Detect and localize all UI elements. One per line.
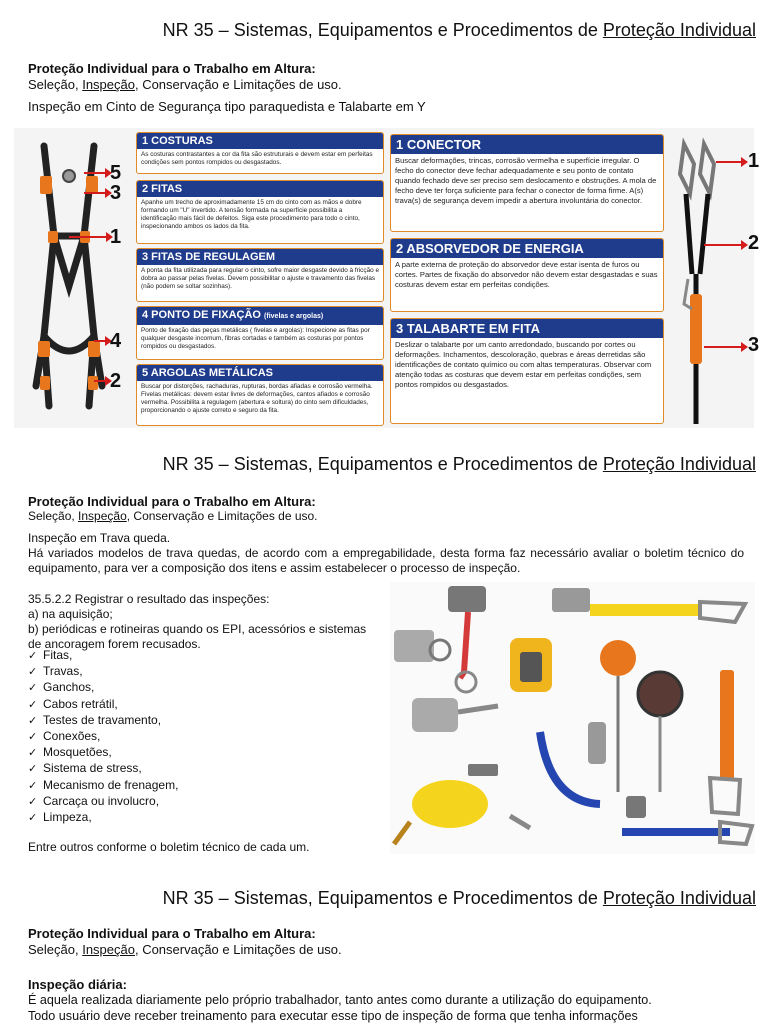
daily-inspection-line: Todo usuário deve receber treinamento para executar esse tipo de inspeção de forma que tenha informações bbox=[28, 1009, 638, 1023]
card-text: Apanhe um trecho de aproximadamente 15 cm do cinto com as mãos e dobre formando um "U" invertido. A tensão formada na superfície possibilita a identificação mais fácil de defeitos. Siga este procedimento para todo o cinto, inspecionando ambos os lados da fita. bbox=[141, 199, 362, 230]
card-text: Buscar deformações, trincas, corrosão vermelha e superfície irregular. O fecho do conector deve fechar adequadamente e seu ponto de contato quando fechado deve ser preciso sem deslocamento e obstruções. A mola de fecho deve ter força suficiente para fechar o conector de forma firme. A(s) trava(s) de segurança devem impedir a abertura involuntária do conector. bbox=[395, 156, 657, 205]
harness-number-4: 4 bbox=[110, 330, 122, 352]
section-subheading: Proteção Individual para o Trabalho em Altura: bbox=[28, 926, 316, 941]
checklist-item: ✓ Fitas, bbox=[28, 648, 178, 664]
section-subheading: Proteção Individual para o Trabalho em Altura: bbox=[28, 494, 316, 509]
section-subheading: Proteção Individual para o Trabalho em Altura: bbox=[28, 61, 316, 76]
lanyard-number-3: 3 bbox=[748, 334, 760, 356]
selection-line: Seleção, Inspeção, Conservação e Limitações de uso. bbox=[28, 77, 342, 92]
page-title: NR 35 – Sistemas, Equipamentos e Procedimentos de Proteção Individual bbox=[162, 454, 756, 474]
card-title: 3 TALABARTE EM FITA bbox=[391, 319, 663, 338]
harness-intro: Inspeção em Cinto de Segurança tipo paraquedista e Talabarte em Y bbox=[28, 99, 426, 114]
checklist-item: ✓ Travas, bbox=[28, 664, 178, 680]
trava-queda-intro: Inspeção em Trava queda. bbox=[28, 531, 171, 545]
harness-number-3: 3 bbox=[110, 182, 122, 204]
daily-inspection-line: É aquela realizada diariamente pelo próprio trabalhador, tanto antes como durante a utilização do equipamento. bbox=[28, 993, 652, 1007]
checklist-item: ✓ Mecanismo de frenagem, bbox=[28, 778, 178, 794]
harness-infographic bbox=[14, 128, 760, 428]
lanyard-number-2: 2 bbox=[748, 232, 760, 254]
checklist-item: ✓ Ganchos, bbox=[28, 680, 178, 696]
card-text: A ponta da fita utilizada para regular o cinto, sofre maior desgaste devido à fricção e dobra ao passar pelas fivelas. Devem possibilitar o ajuste e travamento das fivelas (não podem se soltar sozinhas). bbox=[141, 267, 380, 290]
card-fitas bbox=[136, 180, 384, 244]
card-text: A parte externa de proteção do absorvedor deve estar isenta de furos ou cortes. Partes de fixação do absorvedor não devem estar desgastadas e suas costuras devem estar em perfeitas condições. bbox=[395, 260, 658, 289]
check-icon: ✓ bbox=[28, 650, 38, 662]
card-text: Buscar por distorções, rachaduras, rupturas, bordas afiadas e corrosão vermelha. Fivelas metálicas: devem estar livres de deformações, cantos afiados e corrosão vermelha. Possibilita a regulagem (abertura e soltura) do cinto sem dificuldades, proporcionando o ajuste correto e seguro da fita. bbox=[141, 383, 373, 414]
selection-line: Seleção, Inspeção, Conservação e Limitações de uso. bbox=[28, 942, 342, 957]
card-title: 2 ABSORVEDOR DE ENERGIA bbox=[391, 239, 663, 258]
card-text: Ponto de fixação das peças metálicas ( fivelas e argolas): Inspecione as fitas por qualquer desgaste incomum, fibras cortadas e também as costuras por pontos rompidos ou desgastados. bbox=[141, 327, 370, 350]
check-icon: ✓ bbox=[28, 698, 38, 711]
checklist-item: ✓ Cabos retrátil, bbox=[28, 697, 178, 713]
card-title: 3 FITAS DE REGULAGEM bbox=[137, 249, 383, 265]
card-fitas-regulagem bbox=[136, 248, 384, 302]
equipment-illustration bbox=[390, 582, 755, 854]
harness-arrow-3 bbox=[84, 192, 106, 194]
harness-number-5: 5 bbox=[110, 162, 122, 184]
card-title: 4 PONTO DE FIXAÇÃO (fivelas e argolas) bbox=[137, 307, 383, 325]
checklist-item: ✓ Testes de travamento, bbox=[28, 713, 178, 729]
reg-line: a) na aquisição; bbox=[28, 607, 113, 621]
card-title: 1 COSTURAS bbox=[137, 133, 383, 149]
check-icon: ✓ bbox=[28, 812, 38, 825]
check-icon: ✓ bbox=[28, 763, 38, 776]
check-icon: ✓ bbox=[28, 714, 38, 727]
harness-number-1: 1 bbox=[110, 226, 122, 248]
lanyard-number-1: 1 bbox=[748, 150, 760, 172]
card-argolas bbox=[136, 364, 384, 426]
checklist-item: ✓ Sistema de stress, bbox=[28, 761, 178, 777]
lanyard-arrow-1 bbox=[716, 161, 742, 163]
card-ponto-fixacao bbox=[136, 306, 384, 360]
reg-line: b) periódicas e rotineiras quando os EPI, acessórios e sistemas bbox=[28, 622, 367, 636]
lanyard-illustration bbox=[672, 134, 722, 424]
check-icon: ✓ bbox=[28, 795, 38, 808]
card-text: As costuras contrastantes a cor da fita são estruturais e devem estar em perfeitas condições sem pontos rompidos ou desgastados. bbox=[141, 151, 373, 166]
check-icon: ✓ bbox=[28, 747, 38, 760]
harness-arrow-5 bbox=[84, 172, 106, 174]
checklist-item: ✓ Carcaça ou involucro, bbox=[28, 794, 178, 810]
fall-arrest-equipment-photo bbox=[390, 582, 755, 854]
card-talabarte bbox=[390, 318, 664, 424]
card-title: 5 ARGOLAS METÁLICAS bbox=[137, 365, 383, 381]
daily-inspection-heading: Inspeção diária: bbox=[28, 977, 127, 992]
card-title: 1 CONECTOR bbox=[391, 135, 663, 154]
selection-line: Seleção, Inspeção, Conservação e Limitações de uso. bbox=[28, 509, 318, 523]
card-costuras bbox=[136, 132, 384, 174]
card-conector bbox=[390, 134, 664, 232]
reg-line: de ancoragem forem recusados. bbox=[28, 637, 201, 651]
page-title: NR 35 – Sistemas, Equipamentos e Procedimentos de Proteção Individual bbox=[162, 888, 756, 908]
trava-queda-paragraph: Há variados modelos de trava quedas, de acordo com a empregabilidade, desta forma faz necessário avaliar o boletim técnico do equipamento, para ver a composição dos itens e assim estabelecer o processo de inspeção. bbox=[28, 546, 744, 575]
harness-illustration bbox=[24, 136, 114, 426]
check-icon: ✓ bbox=[28, 682, 38, 695]
checklist-item: ✓ Mosquetões, bbox=[28, 745, 178, 761]
lanyard-arrow-2 bbox=[704, 244, 742, 246]
harness-arrow-1 bbox=[69, 236, 107, 238]
checklist-item: ✓ Limpeza, bbox=[28, 810, 178, 826]
card-absorvedor bbox=[390, 238, 664, 312]
harness-arrow-4 bbox=[94, 340, 106, 342]
card-text: Deslizar o talabarte por um canto arredondado, buscando por cortes ou deformações. Inchamentos, descoloração, quebras e áreas derretidas são identificações de contato químico ou com altas temperaturas. Observar com atenção todas as costuras que devem estar em perfeitas condições, sem pontos rompidos ou desgastados. bbox=[395, 340, 652, 389]
check-icon: ✓ bbox=[28, 731, 38, 744]
lanyard-arrow-3 bbox=[704, 346, 742, 348]
page-title: NR 35 – Sistemas, Equipamentos e Procedimentos de Proteção Individual bbox=[162, 20, 756, 40]
harness-arrow-2 bbox=[94, 380, 106, 382]
check-icon: ✓ bbox=[28, 666, 38, 679]
checklist-item: ✓ Conexões, bbox=[28, 729, 178, 745]
harness-number-2: 2 bbox=[110, 370, 122, 392]
trava-queda-footer: Entre outros conforme o boletim técnico de cada um. bbox=[28, 840, 310, 854]
card-title: 2 FITAS bbox=[137, 181, 383, 197]
check-icon: ✓ bbox=[28, 779, 38, 792]
reg-line: 35.5.2.2 Registrar o resultado das inspeções: bbox=[28, 592, 270, 606]
inspection-checklist bbox=[28, 648, 178, 826]
